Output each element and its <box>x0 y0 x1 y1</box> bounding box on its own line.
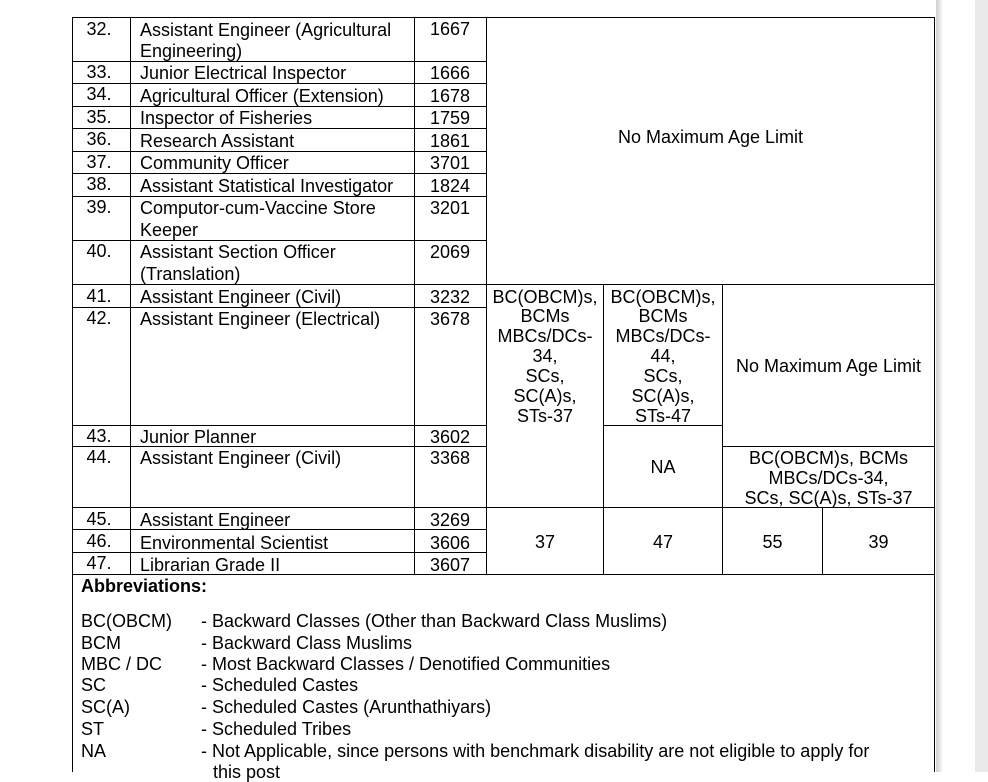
post-code: 3607 <box>429 555 471 575</box>
abbreviation-desc: - Not Applicable, since persons with benchmark disability are not eligible to apply for <box>201 741 870 761</box>
serial-number: 45. <box>86 509 112 529</box>
post-name: Junior Planner <box>140 427 257 447</box>
abbreviation-desc: - Scheduled Tribes <box>201 719 352 739</box>
post-code: 3201 <box>429 198 471 218</box>
post-code: 1667 <box>429 19 471 39</box>
abbreviation-desc: - Backward Classes (Other than Backward Class Muslims) <box>201 611 668 631</box>
abbreviation-desc: - Most Backward Classes / Denotified Communities <box>201 654 611 674</box>
serial-number: 35. <box>86 107 112 127</box>
age-limit-line: BC(OBCM)s, <box>492 287 598 307</box>
abbreviation-term: ST <box>81 719 105 739</box>
age-limit-line: MBCs/DCs- <box>615 326 711 346</box>
age-limit-line: STs-37 <box>516 406 574 426</box>
post-name: Junior Electrical Inspector <box>140 63 347 83</box>
age-limit-line: 44, <box>650 346 676 366</box>
post-name-continued: Keeper <box>140 220 199 240</box>
post-name: Assistant Engineer (Electrical) <box>140 309 381 329</box>
age-limit-line: BC(OBCM)s, <box>610 287 716 307</box>
post-code: 3232 <box>429 287 471 307</box>
serial-number: 38. <box>86 174 112 194</box>
post-name: Research Assistant <box>140 131 295 151</box>
post-code: 3701 <box>429 153 471 173</box>
post-name: Computor-cum-Vaccine Store <box>140 198 376 218</box>
post-code: 3606 <box>429 533 471 553</box>
abbreviation-term: SC <box>81 675 107 695</box>
age-limit-line: MBCs/DCs-34, <box>768 468 889 488</box>
post-name: Assistant Engineer (Civil) <box>140 287 342 307</box>
post-name: Environmental Scientist <box>140 533 329 553</box>
post-code: 1861 <box>429 131 471 151</box>
serial-number: 33. <box>86 62 112 82</box>
age-limit-line: SCs, <box>643 366 683 386</box>
age-limit-cell: No Maximum Age Limit <box>617 127 804 147</box>
post-name: Librarian Grade II <box>140 555 281 575</box>
age-value: 39 <box>868 532 889 552</box>
age-limit-cell: NA <box>650 457 676 477</box>
serial-number: 44. <box>86 447 112 467</box>
abbreviation-desc: - Backward Class Muslims <box>201 633 413 653</box>
post-code: 2069 <box>429 242 471 262</box>
age-limit-line: MBCs/DCs- <box>497 326 593 346</box>
age-limit-line: SCs, <box>525 366 565 386</box>
abbreviation-term: BC(OBCM) <box>81 611 172 631</box>
post-name: Assistant Engineer (Civil) <box>140 448 342 468</box>
serial-number: 41. <box>86 286 112 306</box>
post-code: 1678 <box>429 86 471 106</box>
abbreviation-term: BCM <box>81 633 121 653</box>
age-limit-line: SC(A)s, <box>631 386 695 406</box>
post-code: 3602 <box>429 427 471 447</box>
age-limit-cell: No Maximum Age Limit <box>735 356 922 376</box>
post-name: Community Officer <box>140 153 289 173</box>
age-limit-line: BCMs <box>520 306 570 326</box>
serial-number: 47. <box>86 553 112 573</box>
abbreviation-desc-continued: this post <box>213 762 281 782</box>
serial-number: 42. <box>86 308 112 328</box>
abbreviation-term: NA <box>81 741 107 761</box>
age-limit-line: 34, <box>532 346 558 366</box>
post-name: Assistant Statistical Investigator <box>140 176 394 196</box>
serial-number: 37. <box>86 152 112 172</box>
post-name: Agricultural Officer (Extension) <box>140 86 384 106</box>
post-code: 3368 <box>429 448 471 468</box>
age-limit-line: BCMs <box>638 306 688 326</box>
post-name: Inspector of Fisheries <box>140 108 313 128</box>
age-value: 47 <box>652 532 674 552</box>
post-code: 1759 <box>429 108 471 128</box>
age-value: 37 <box>534 532 556 552</box>
age-value: 55 <box>762 532 783 552</box>
post-name-continued: Engineering) <box>140 41 243 61</box>
serial-number: 40. <box>86 241 112 261</box>
age-limit-line: SCs, SC(A)s, STs-37 <box>744 488 913 508</box>
post-name: Assistant Engineer (Agricultural <box>140 20 392 40</box>
serial-number: 36. <box>86 129 112 149</box>
post-name: Assistant Section Officer <box>140 242 336 262</box>
post-name-continued: (Translation) <box>140 264 241 284</box>
age-limit-line: SC(A)s, <box>513 386 577 406</box>
serial-number: 34. <box>86 84 112 104</box>
serial-number: 32. <box>86 19 112 39</box>
post-code: 3678 <box>429 309 471 329</box>
abbreviation-desc: - Scheduled Castes (Arunthathiyars) <box>201 697 492 717</box>
serial-number: 46. <box>86 531 112 551</box>
post-code: 1666 <box>429 63 471 83</box>
age-limit-line: BC(OBCM)s, BCMs <box>749 448 908 468</box>
abbreviations-title: Abbreviations: <box>81 576 208 596</box>
page-shadow <box>936 0 942 772</box>
age-limit-line: STs-47 <box>634 406 692 426</box>
abbreviation-term: MBC / DC <box>81 654 162 674</box>
post-code: 1824 <box>429 176 471 196</box>
abbreviation-term: SC(A) <box>81 697 130 717</box>
serial-number: 43. <box>86 426 112 446</box>
post-code: 3269 <box>429 510 471 530</box>
abbreviation-desc: - Scheduled Castes <box>201 675 359 695</box>
post-name: Assistant Engineer <box>140 510 291 530</box>
viewer-scroll-gutter[interactable] <box>975 0 988 772</box>
serial-number: 39. <box>86 197 112 217</box>
